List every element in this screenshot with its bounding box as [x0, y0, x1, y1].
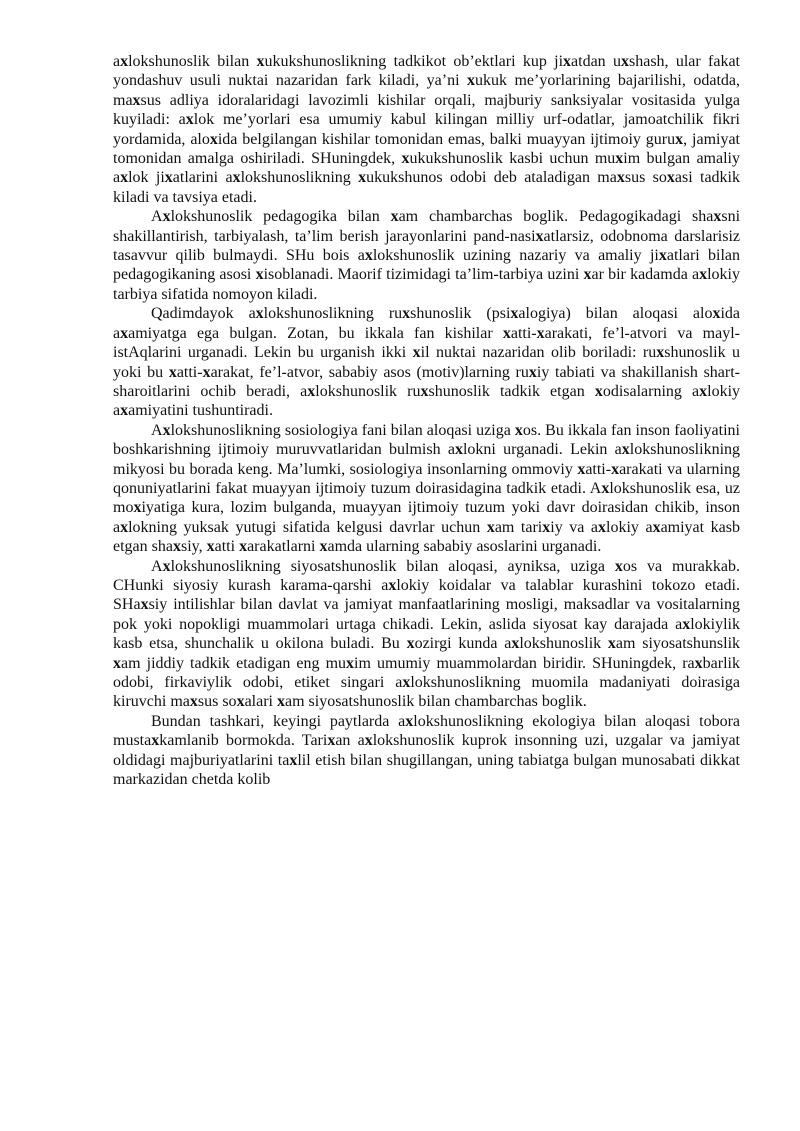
paragraph-1: axlokshunoslik bilan xukukshunoslikning tadkikot ob’ektlari kup jixatdan uxshash, ular fakat yondashuv usuli nuktai nazaridan fark kiladi, ya’ni xukuk me’yorlarining bajarilishi, odatda, maxsus adliya idoralaridagi lavozimli kishilar orqali, majburiy sanksiyalar vositasida yulga kuyiladi: axlok me’yorlari esa umumiy kabul kilingan milliy urf-odatlar, jamoatchilik fikri yordamida, aloxida belgilangan kishilar tomonidan emas, balki muayyan ijtimoiy gurux, jamiyat tomonidan amalga oshiriladi. SHuningdek, xukukshunoslik kasbi uchun muxim bulgan amaliy axlok jixatlarini axlokshunoslikning xukukshunos odobi deb ataladigan maxsus soxasi tadkik kiladi va tavsiya etadi. — [113, 53, 741, 206]
document-page — [113, 52, 740, 789]
paragraph-6: Bundan tashkari, keyingi paytlarda axlokshunoslikning ekologiya bilan aloqasi tobora mustaxkamlanib bormokda. Tarixan axlokshunoslik kuprok insonning uzi, uzgalar va jamiyat oldidagi majburiyatlarini taxlil etish bilan shugillangan, uning tabiatga bulgan munosabati dikkat markazidan chetda kolib — [113, 712, 741, 789]
paragraph-3: Qadimdayok axlokshunoslikning ruxshunoslik (psixalogiya) bilan aloqasi aloxida axamiyatga ega bulgan. Zotan, bu ikkala fan kishilar xatti-xarakati, fe’l-atvori va mayl-istAqlarini urganadi. Lekin bu urganish ikki xil nuktai nazaridan olib boriladi: ruxshunoslik u yoki bu xatti-xarakat, fe’l-atvor, sababiy asos (motiv)larning ruxiy tabiati va shakillanish shart-sharoitlarini ochib beradi, axlokshunoslik ruxshunoslik tadkik etgan xodisalarning axlokiy axamiyatini tushuntiradi. — [113, 305, 741, 420]
paragraph-5: Axlokshunoslikning siyosatshunoslik bilan aloqasi, ayniksa, uziga xos va murakkab. CHunki siyosiy kurash karama-qarshi axlokiy koidalar va talablar kurashini tokozo etadi. SHaxsiy intilishlar bilan davlat va jamiyat manfaatlarining mosligi, maksadlar va vositalarning pok yoki nopokligi muammolari urtaga chikadi. Lekin, aslida siyosat kay darajada axlokiylik kasb etsa, shunchalik u okilona buladi. Bu xozirgi kunda axlokshunoslik xam siyosatshunslik xam jiddiy tadkik etadigan eng muxim umumiy muammolardan biridir. SHuningdek, raxbarlik odobi, firkaviylik odobi, etiket singari axlokshunoslikning muomila madaniyati doirasiga kiruvchi maxsus soxalari xam siyosatshunoslik bilan chambarchas boglik. — [113, 557, 741, 711]
paragraph-2: Axlokshunoslik pedagogika bilan xam chambarchas boglik. Pedagogikadagi shaxsni shakillantirish, tarbiyalash, ta’lim berish jarayonlarini pand-nasixatlarsiz, odobnoma darslarisiz tasavvur qilib bulmaydi. SHu bois axlokshunoslik uzining nazariy va amaliy jixatlari bilan pedagogikaning asosi xisoblanadi. Maorif tizimidagi ta’lim-tarbiya uzini xar bir kadamda axlokiy tarbiya sifatida nomoyon kiladi. — [113, 208, 741, 303]
paragraph-4: Axlokshunoslikning sosiologiya fani bilan aloqasi uziga xos. Bu ikkala fan inson faoliyatini boshkarishning ijtimoiy muruvvatlaridan bulmish axlokni urganadi. Lekin axlokshunoslikning mikyosi bu borada keng. Ma’lumki, sosiologiya insonlarning ommoviy xatti-xarakati va ularning qonuniyatlarini fakat muayyan ijtimoiy tuzum doirasidagina tadkik etadi. Axlokshunoslik esa, uz moxiyatiga kura, lozim bulganda, muayyan ijtimoiy tuzum yoki davr doirasidan chikib, inson axlokning yuksak yutugi sifatida kelgusi davrlar uchun xam tarixiy va axlokiy axamiyat kasb etgan shaxsiy, xatti xarakatlarni xamda ularning sababiy asoslarini urganadi. — [113, 421, 741, 556]
